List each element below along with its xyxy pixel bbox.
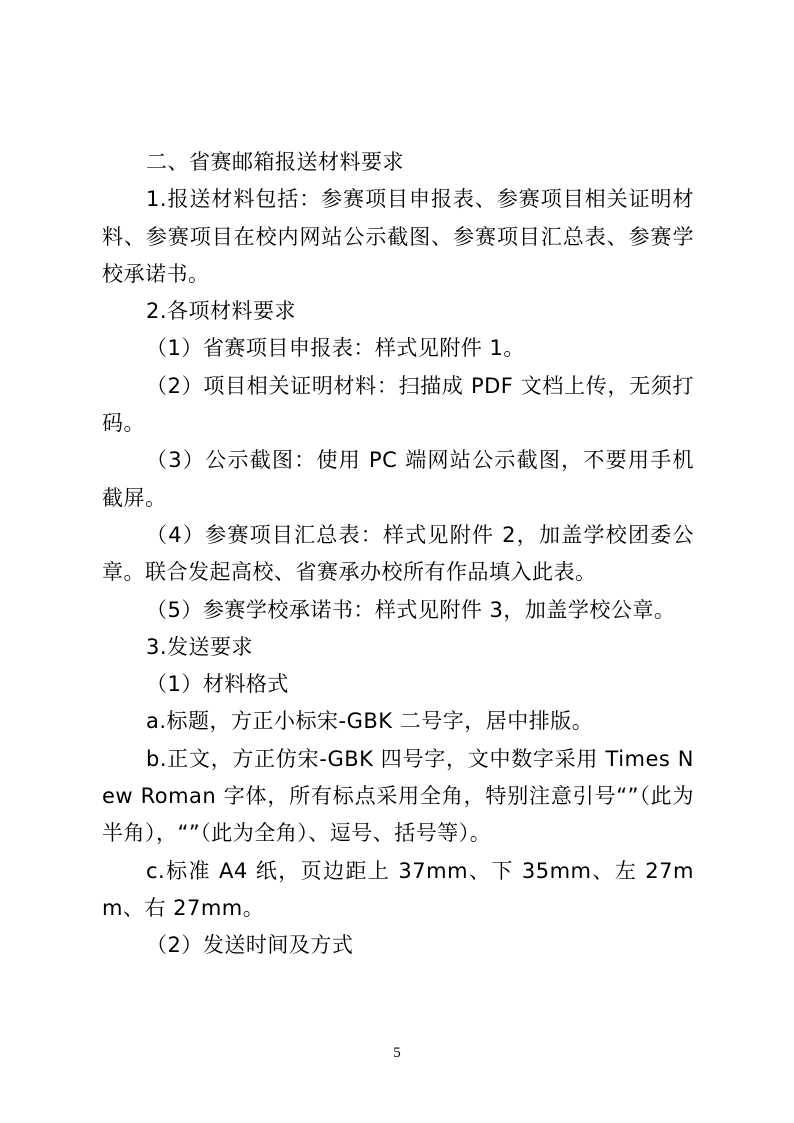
section-heading: 二、省赛邮箱报送材料要求 [146,150,404,174]
requirement-item-4: （4）参赛项目汇总表：样式见附件 2，加盖学校团委公章。联合发起高校、省赛承办校所有作品填入此表。 [102,522,694,585]
format-item-b: b.正文，方正仿宋-GBK 四号字，文中数字采用 Times New Roman 字体，所有标点采用全角，特别注意引号“”（此为半角），“”（此为全角）、逗号、括号等）。 [102,746,694,846]
subheading-sending-requirements: 3.发送要求 [146,634,254,659]
requirement-item-2: （2）项目相关证明材料：扫描成 PDF 文档上传，无须打码。 [102,373,694,436]
format-item-a: a.标题，方正小标宋-GBK 二号字，居中排版。 [146,709,594,734]
paragraph-materials-list: 1.报送材料包括：参赛项目申报表、参赛项目相关证明材料、参赛项目在校内网站公示截图、参赛项目汇总表、参赛学校承诺书。 [102,187,694,286]
page-number: 5 [393,1045,401,1061]
requirement-item-1: （1）省赛项目申报表：样式见附件 1。 [146,336,525,361]
subheading-material-requirements: 2.各项材料要求 [146,299,297,324]
sending-time-subheading: （2）发送时间及方式 [146,933,354,958]
requirement-item-3: （3）公示截图：使用 PC 端网站公示截图，不要用手机截屏。 [102,448,694,510]
requirement-item-5: （5）参赛学校承诺书：样式见附件 3，加盖学校公章。 [146,597,676,622]
format-subheading: （1）材料格式 [146,672,289,697]
format-item-c: c.标准 A4 纸，页边距上 37mm、下 35mm、左 27mm、右 27mm。 [102,858,694,920]
document-body [102,144,694,965]
